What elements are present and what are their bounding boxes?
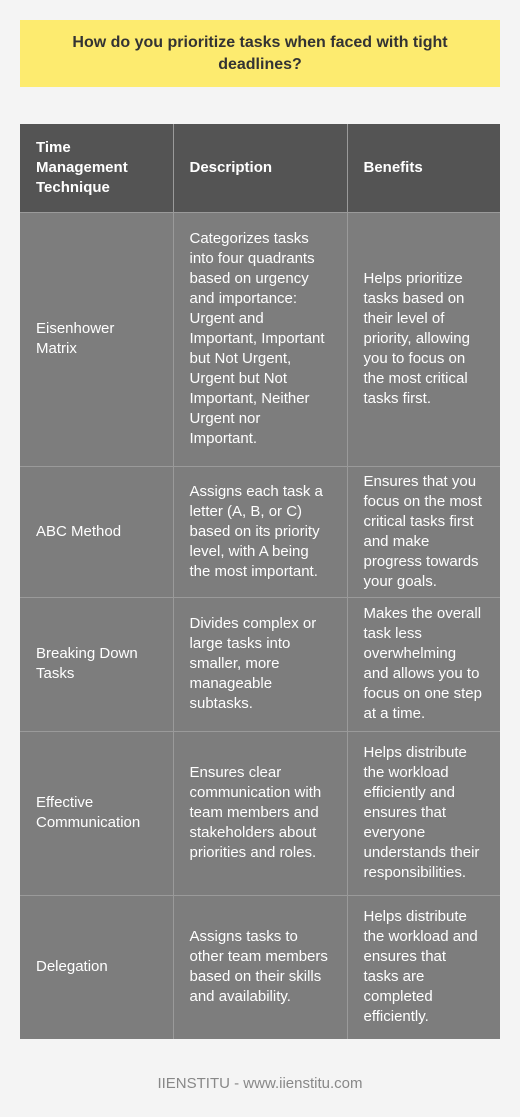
- table-row: [20, 466, 500, 597]
- table-row: [20, 212, 500, 466]
- cell-description: Ensures clear communication with team members and stakeholders about priorities and roles.: [173, 731, 347, 895]
- cell-description: Assigns tasks to other team members based on their skills and availability.: [173, 895, 347, 1039]
- table-row: [20, 895, 500, 1039]
- techniques-table: [20, 124, 500, 1039]
- cell-description: Categorizes tasks into four quadrants based on urgency and importance: Urgent and Important, Important but Not Urgent, Urgent but Not Important, Neither Urgent nor Important.: [173, 212, 347, 466]
- table-row: [20, 731, 500, 895]
- header-technique: Time Management Technique: [20, 124, 173, 212]
- cell-benefits: Helps distribute the workload efficiently and ensures that everyone understands their responsibilities.: [347, 731, 500, 895]
- cell-technique: Effective Communication: [20, 731, 173, 895]
- cell-technique: Eisenhower Matrix: [20, 212, 173, 466]
- table-row: [20, 597, 500, 731]
- cell-benefits: Helps prioritize tasks based on their level of priority, allowing you to focus on the most critical tasks first.: [347, 212, 500, 466]
- cell-technique: Delegation: [20, 895, 173, 1039]
- footer-credit: IIENSTITU - www.iienstitu.com: [157, 1075, 363, 1092]
- header-description: Description: [173, 124, 347, 212]
- header-benefits: Benefits: [347, 124, 500, 212]
- cell-benefits: Ensures that you focus on the most critical tasks first and make progress towards your goals.: [347, 466, 500, 597]
- cell-description: Divides complex or large tasks into smaller, more manageable subtasks.: [173, 597, 347, 731]
- cell-technique: ABC Method: [20, 466, 173, 597]
- cell-benefits: Makes the overall task less overwhelming and allows you to focus on one step at a time.: [347, 597, 500, 731]
- page-title: How do you prioritize tasks when faced with tight deadlines?: [20, 20, 500, 87]
- cell-benefits: Helps distribute the workload and ensures that tasks are completed efficiently.: [347, 895, 500, 1039]
- cell-description: Assigns each task a letter (A, B, or C) based on its priority level, with A being the most important.: [173, 466, 347, 597]
- table-header-row: [20, 124, 500, 212]
- cell-technique: Breaking Down Tasks: [20, 597, 173, 731]
